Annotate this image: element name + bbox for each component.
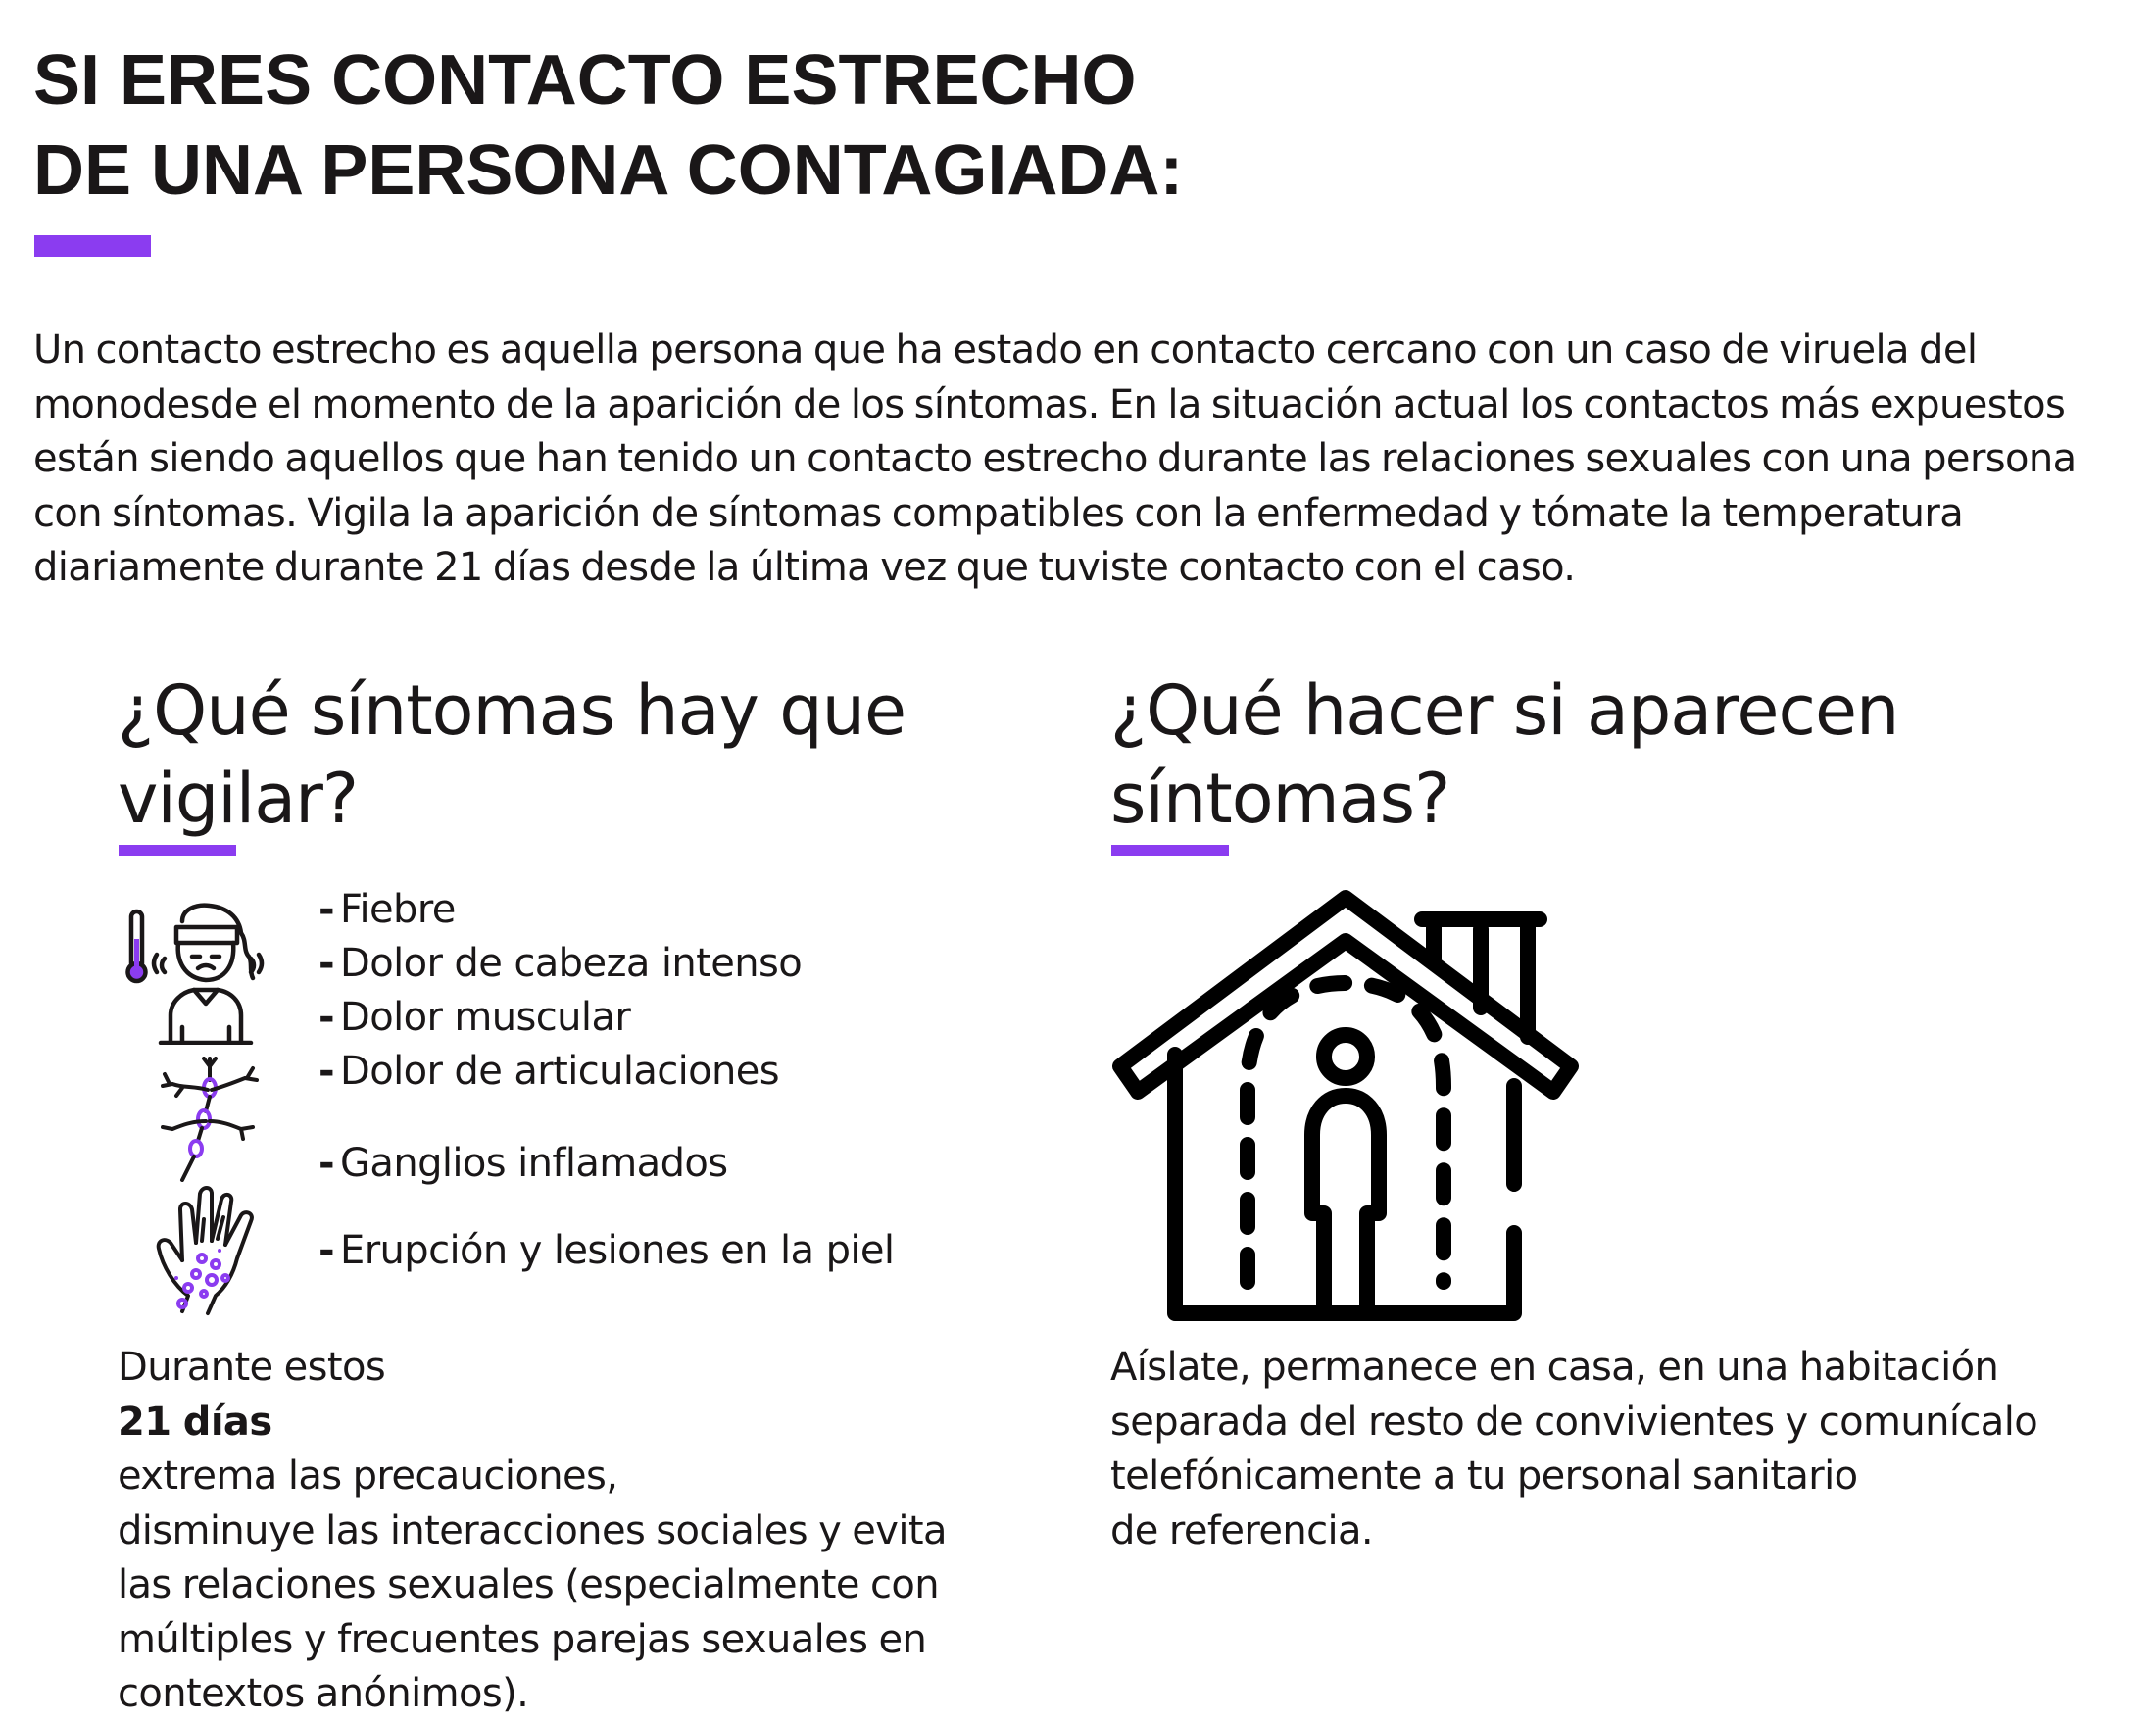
advice-days-emphasis: 21 días [118,1399,272,1445]
action-heading-line-1: ¿Qué hacer si aparecen [1110,670,1899,751]
action-advice-line-1: Aíslate, permanece en casa, en una habitación [1110,1345,1999,1390]
intro-paragraph: Un contacto estrecho es aquella persona que ha estado en contacto cercano con un caso de viruela del monodesde el momento de la aparición de los síntomas. En la situación actual los contactos más expuestos están siendo aquellos que han tenido un contacto estrecho durante las relaciones sexuales con una persona con síntomas. Vigila la aparición de síntomas compatibles con la enfermedad y tómate la temperatura diariamente durante 21 días desde la última vez que tuviste contacto con el caso. [33,327,2077,590]
skin-rash-hand-icon [153,1180,263,1317]
symptom-label: Erupción y lesiones en la piel [340,1228,895,1273]
symptoms-advice-line-2: disminuye las interacciones sociales y evita [118,1507,947,1553]
symptom-dash: - [318,887,335,932]
main-title [33,35,1183,216]
symptom-dash: - [318,1141,335,1186]
action-advice-line-4: de referencia. [1110,1507,1374,1553]
action-advice-line-2: separada del resto de convivientes y comunícalo [1110,1399,2038,1445]
action-advice-line-3: telefónicamente a tu personal sanitario [1110,1453,1858,1499]
main-title-line-2: DE UNA PERSONA CONTAGIADA: [33,131,1184,210]
symptoms-heading-line-2: vigilar? [118,759,359,839]
symptoms-accent-rule [119,845,236,856]
action-heading [1110,666,1898,843]
symptom-label: Ganglios inflamados [340,1141,728,1186]
symptom-item [318,990,630,1045]
symptom-item [318,1136,727,1191]
symptom-label: Dolor muscular [340,995,631,1040]
symptoms-advice-line-5: contextos anónimos). [118,1671,529,1716]
action-advice-text [1110,1341,2037,1558]
main-title-line-1: SI ERES CONTACTO ESTRECHO [33,41,1137,120]
lymph-node-icon [155,1057,265,1182]
house-isolation-icon [1110,890,1581,1323]
advice-text-segment: Durante estos [118,1345,386,1390]
symptoms-heading-line-1: ¿Qué síntomas hay que [118,670,906,751]
symptom-dash: - [318,1228,335,1273]
symptom-label: Dolor de articulaciones [340,1049,780,1094]
action-accent-rule [1111,845,1229,856]
symptoms-advice-line-4: múltiples y frecuentes parejas sexuales en [118,1616,927,1662]
symptoms-heading [118,666,906,843]
symptoms-advice-line-1 [118,1341,947,1504]
symptom-item [318,1044,779,1099]
symptoms-advice-line-3: las relaciones sexuales (especialmente con [118,1562,939,1607]
title-accent-rule [34,235,151,257]
advice-text-segment: extrema las precauciones, [118,1453,618,1499]
symptoms-advice-text [118,1341,947,1722]
symptom-dash: - [318,1049,335,1094]
symptom-item [318,882,456,937]
symptom-label: Dolor de cabeza intenso [340,941,803,986]
symptom-item [318,936,802,991]
symptom-label: Fiebre [340,887,456,932]
symptom-dash: - [318,941,335,986]
fever-person-icon [122,900,269,1045]
action-heading-line-2: síntomas? [1110,759,1450,839]
symptom-dash: - [318,995,335,1040]
symptom-item [318,1223,894,1278]
